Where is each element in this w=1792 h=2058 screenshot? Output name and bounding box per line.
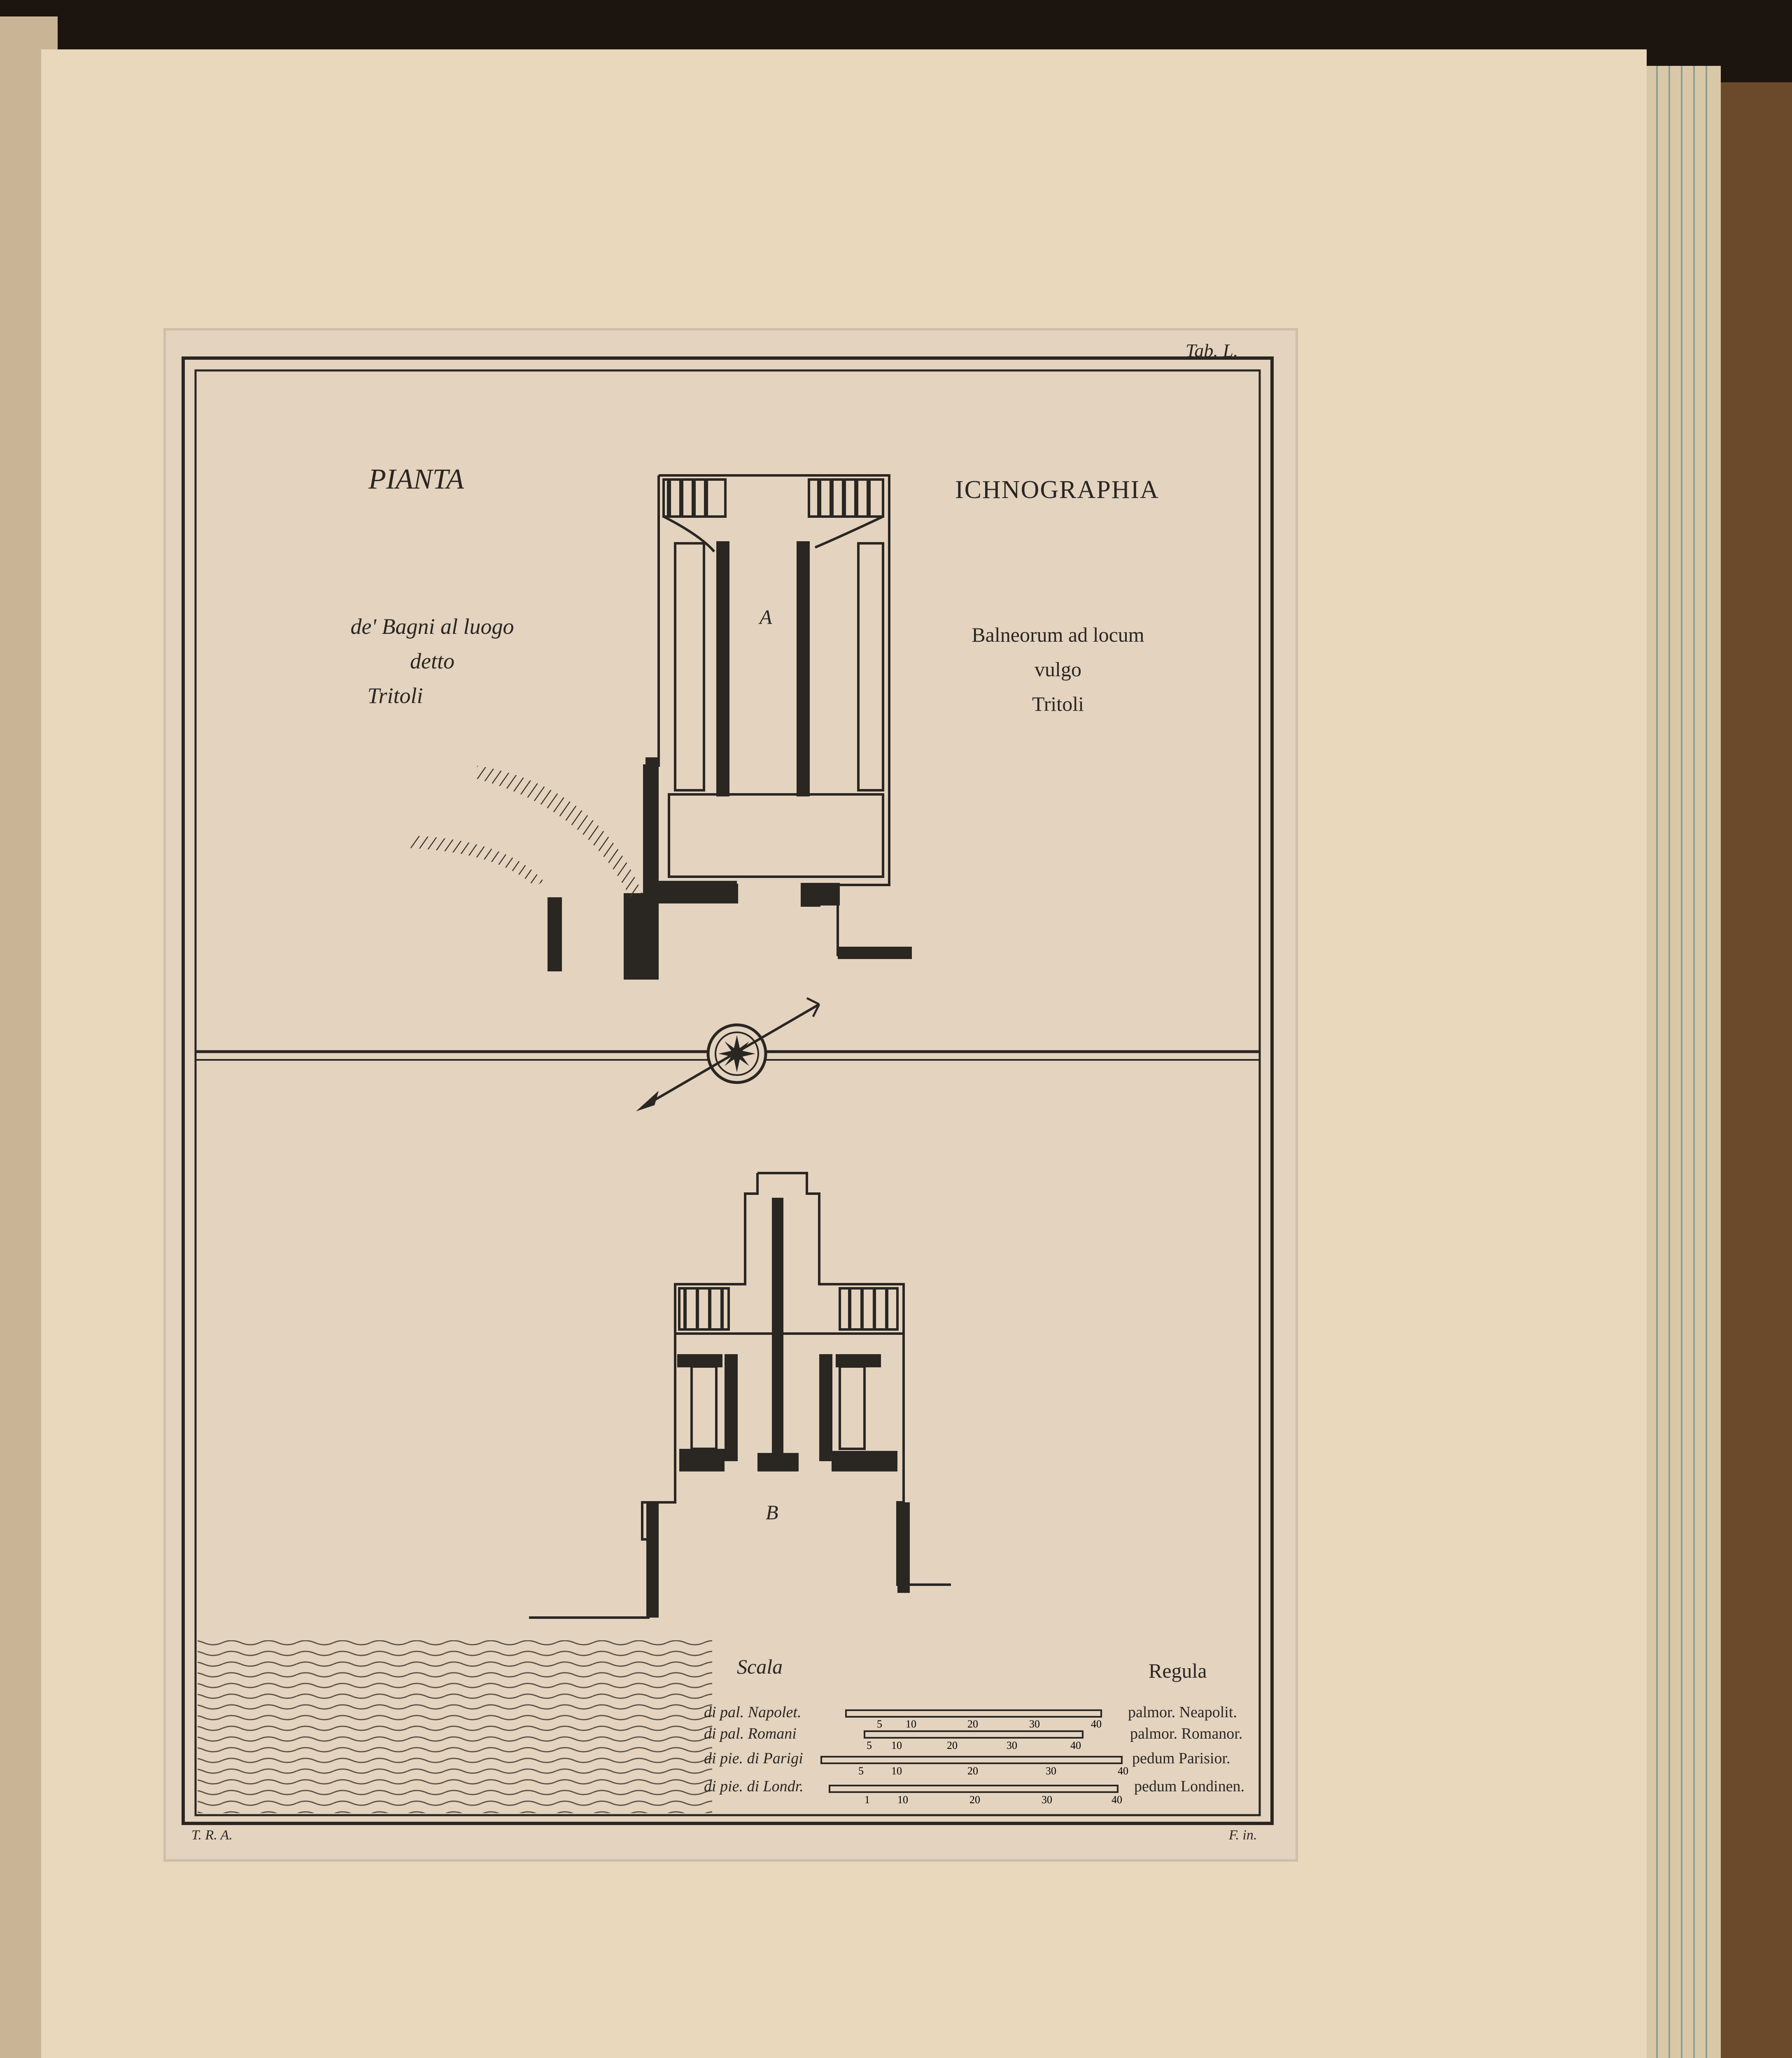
scale-tick: 20	[967, 1765, 978, 1777]
scale-row	[704, 1777, 1264, 1806]
signature-left: T. R. A.	[191, 1828, 233, 1843]
plate-number: Tab. L.	[1186, 340, 1238, 361]
scale-tick: 1	[865, 1794, 870, 1806]
scale-tick: 30	[1042, 1794, 1052, 1806]
subtitle-italian-line: Tritoli	[367, 683, 423, 708]
signature-right: F. in.	[1229, 1828, 1257, 1843]
scale-row	[704, 1725, 1264, 1749]
scale-tick: 40	[1112, 1794, 1122, 1806]
scale-label-latin: palmor. Romanor.	[1130, 1725, 1243, 1742]
scale-tick: 20	[969, 1794, 980, 1806]
scale-label-latin: pedum Londinen.	[1134, 1778, 1245, 1795]
scale-tick: 5	[858, 1765, 864, 1777]
scale-label-italian: di pal. Romani	[704, 1725, 797, 1742]
subtitle-italian	[288, 609, 576, 713]
scale-row	[704, 1703, 1264, 1728]
scale-row	[704, 1749, 1264, 1777]
subtitle-latin-line: vulgo	[1035, 658, 1081, 681]
label-b: B	[766, 1501, 778, 1524]
scale-tick: 10	[897, 1794, 908, 1806]
title-latin: ICHNOGRAPHIA	[955, 476, 1159, 504]
scale-label-italian: di pie. di Londr.	[704, 1778, 804, 1795]
scale-tick: 30	[1046, 1765, 1056, 1777]
subtitle-latin-line: Balneorum ad locum	[972, 623, 1144, 646]
scale-tick: 40	[1070, 1739, 1081, 1751]
scale-heading-italian: Scala	[737, 1655, 783, 1678]
scale-tick: 30	[1029, 1718, 1040, 1730]
scale-tick: 5	[867, 1739, 872, 1751]
subtitle-italian-line: detto	[410, 649, 454, 673]
scale-tick: 10	[891, 1765, 902, 1777]
scale-tick: 20	[967, 1718, 978, 1730]
label-a: A	[760, 605, 772, 629]
subtitle-latin	[943, 617, 1173, 721]
scale-tick: 10	[906, 1718, 916, 1730]
scale-tick: 40	[1091, 1718, 1102, 1730]
subtitle-latin-line: Tritoli	[1032, 692, 1084, 715]
scale-label-latin: palmor. Neapolit.	[1128, 1704, 1237, 1721]
scale-tick: 40	[1118, 1765, 1128, 1777]
scale-tick: 5	[877, 1718, 882, 1730]
scale-tick: 20	[947, 1739, 958, 1751]
scale-tick: 10	[891, 1739, 902, 1751]
scale-heading-latin: Regula	[1149, 1659, 1207, 1682]
scale-label-italian: di pal. Napolet.	[704, 1704, 802, 1721]
subtitle-italian-line: de' Bagni al luogo	[350, 614, 514, 639]
scale-label-latin: pedum Parisior.	[1132, 1750, 1230, 1767]
title-italian: PIANTA	[368, 463, 464, 495]
scale-label-italian: di pie. di Parigi	[704, 1750, 803, 1767]
scale-tick: 30	[1007, 1739, 1017, 1751]
